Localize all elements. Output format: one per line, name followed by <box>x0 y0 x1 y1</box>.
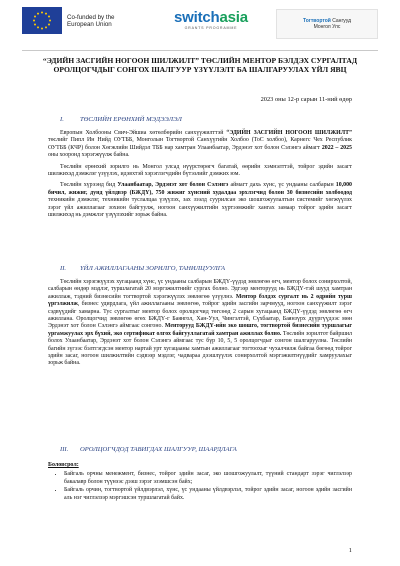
list-item: • Байгаль орчны менежмент, бизнес, тойрог эдийн засаг, эко шошгожуулалт, түүний стандарт зэрэг чиглэлээр бакалавр болон түүнээс дээш зэрэг эзэмшсэн байх; <box>64 471 352 486</box>
header-divider <box>22 50 378 51</box>
switchasia-subtitle: GRANTS PROGRAMME <box>184 26 238 30</box>
switchasia-wordmark: switchasia <box>174 9 248 26</box>
section-3-body <box>48 462 352 503</box>
eu-flag-icon <box>22 7 62 34</box>
subsection-title: Боловсрол: <box>48 462 79 468</box>
paragraph: Төслийн ерөнхий зорилго нь Монгол улсад нүүрстөрөгч багатай, өөрийн хэмнэлттэй, тойрог эдийн засагт шилжихэд дэмжлэг үзүүлэх, идэвхтэй хэрэглэгчдийн бүтээлийг дэмжих юм. <box>48 163 352 178</box>
section-2-body <box>48 279 352 372</box>
list-item: • Байгаль орчин, тогтвортой үйлдвэрлэл, хүнс, үс ундааны үйлдвэрлэл, тойрог эдийн засаг, ногоон эдийн засгийн аль нэг чиглэлээр мэргэшсэн туршлагатай байх. <box>64 487 352 502</box>
document-date: 2023 оны 12-р сарын 11-ний өдөр <box>260 96 352 103</box>
switchasia-logo <box>174 10 248 30</box>
page-number: 1 <box>348 547 352 554</box>
paragraph: Төслийн хүрээнд бид Улаанбаатар, Эрдэнэт хот болон Сэлэнгэ аймагт дахь хүнс, үс ундааны салбарын 10,000 бичил, жижиг, дунд үйлдвэр (БЖДҮ), 750 жижиг хүнсний худалдаа эрхлэгчид болон 30 бизнесийн холбоодод техникийн дэмжлэг, техникийн туслалцаа үзүүлэх, зах зээлд суурилсан эко шошгожуулалтын системийг хөгжүүлэх зэрэг үйл ажиллагааг зохион байгуулж, ногоон санхүүжилтийн хүртээмжийг хангах замаар тойрог эдийн засагт шилжихэд нь дэмжлэг үзүүлэхийг зорьж байна. <box>48 182 352 219</box>
paragraph: Төслийн хэрэгжүүлэх хугацаанд хүнс, үс ундааны салбарын БЖДҮ-үүдэд зөвлөгөө өгч, ментор болох сонирхолтой, салбарын өндөр мэдлэг, туршлагатай 20 мэргэжилтнийг сургах болно. Эдгээр менторууд нь БЖДҮ-тэй шууд хамтран ажиллаж, тэдний бизнесийн тогтвортой хэрэгжүүлэх зөвлөгөө үзүүлнэ. Ментор бэлдэх сургалт нь 2 өдрийн турш үргэлжилж, бизнес удирдлага, үйл ажиллагааны зөвлөгөө, тойрог эдийн засгийн зарчмууд, ногоон санхүүжилт зэрэг сэдвүүдийг хамарна. Тус сургалтыг ментор болох оролцогчид төгсөөд 2 сарын хугацаанд БЖДҮ-үүдэд зөвлөгөө өгч ажиллана. Оролцогчид зөвлөгөө өгөх БЖДҮ-г Баянгол, Хан-Уул, Чингэлтэй, Сүхбаатар, Баянзүрх дүүргүүдээс мөн Эрдэнэт хот болон Сэлэнгэ аймгаас сонгоно. Менторууд БЖДҮ-ийн эко шошго, тогтвортой бизнесийн туршлагыг ургамжуулах эрх бүхий, эко сертификат олгох байгууллагатай хамтран ажиллах болно. Төслийн зорилтот байршил болох Улаанбаатар, Эрдэнэт хот болон Сэлэнгэ аймгаас тус бүр 10, 5, 5 оролцогчдыг сонгон шалгаруулна. Төслийн багийн зүгээс бэлтгэгдсэн ментор нартай урт хугацааны хамтын ажиллагааг тогтоохыг чухалчилж байгаа бөгөөд тойрог эдийн засаг, ногоон шилжилтийн сэдвээр мэдлэг, чадвараа дээшлүүлэх сонирхолтой мэргэжилтнүүдийг хамруулахыг зорьж байна. <box>48 279 353 367</box>
section-heading-2: II. ҮЙЛ АЖИЛЛАГААНЫ ЗОРИЛГО, ТАНИЛЦУУЛГА <box>60 265 226 272</box>
eu-logo <box>22 7 129 34</box>
section-1-body <box>48 130 352 223</box>
section-heading-1: I. ТӨСЛИЙН ЕРӨНХИЙ МЭДЭЭЛЭЛ <box>60 116 182 123</box>
criteria-list <box>48 471 352 502</box>
paragraph: Европын Холбооны Свич-Эйшиа хөтөлбөрийн санхүүжилттэй “ЭДИЙН ЗАСГИЙН НОГООН ШИЛЖИЛТ” төслийг Пипл Ин Нийд ОУТББ, Монголын Тогтвортой Санхүүгийн Холбоо (ТоС холбоо), Карнегс Чех Республик ОУТББ (КЧР) болон Хөгжлийн Шийдэл ТББ нар хамтран Улаанбаатар, Эрдэнэт хот болон Сэлэнгэ аймагт 2022 – 2025 оны хооронд хэрэгжүүлж байна. <box>48 130 352 159</box>
eu-cofunded-text: Co-funded by the European Union <box>67 13 115 28</box>
partner-logo: Тогтвортой Сангууд Монгол Улс <box>276 9 378 39</box>
section-heading-3: III. ОРОЛЦОГЧДОД ТАВИГДАХ ШАЛГУУР, ШААРДЛАГА <box>60 446 237 453</box>
document-title: “ЭДИЙН ЗАСГИЙН НОГООН ШИЛЖИЛТ” ТӨСЛИЙН МЕНТОР БЭЛДЭХ СУРГАЛТАД ОРОЛЦОГЧДЫГ СОНГОХ ШАЛГУУР ҮЗҮҮЛЭЛТ БА ШАЛГАРУУЛАХ ҮЙЛ ЯВЦ <box>42 56 358 75</box>
header-logos <box>22 3 378 47</box>
